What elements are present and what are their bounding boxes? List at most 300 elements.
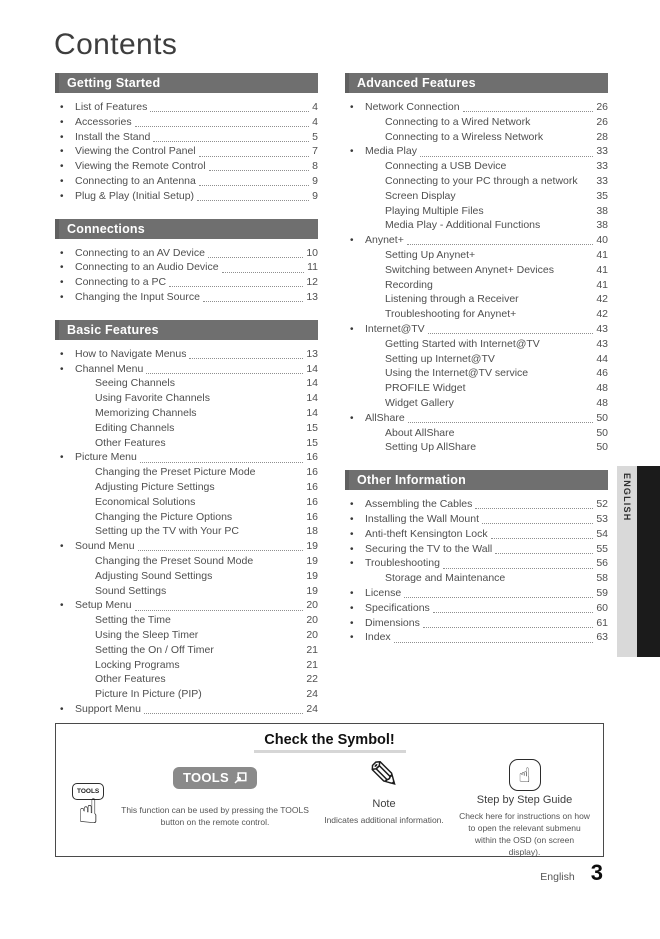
toc-entry-label: Troubleshooting: [365, 557, 440, 570]
toc-entry: [55, 377, 318, 392]
toc-entry-label: List of Features: [75, 101, 148, 113]
section-header: Getting Started: [55, 73, 318, 93]
toc-entry: [345, 367, 608, 382]
toc-entry-label: Economical Solutions: [95, 495, 196, 508]
bullet-icon: •: [350, 412, 354, 424]
toc-entry: [55, 688, 318, 703]
dot-leader: [394, 641, 594, 643]
bullet-icon: •: [60, 600, 64, 612]
toc-entry-page: 26: [596, 115, 608, 128]
toc-entry-page: 50: [596, 411, 608, 424]
dot-leader: [199, 184, 309, 186]
toc-entry: [55, 525, 318, 540]
toc-entry-label: License: [365, 586, 402, 599]
bullet-icon: •: [60, 541, 64, 553]
toc-entry: [55, 145, 318, 160]
toc-entry: [345, 249, 608, 264]
symbol-legend-box: [55, 723, 604, 857]
toc-entry-page: 50: [596, 441, 608, 454]
dot-leader: [475, 507, 593, 509]
bullet-icon: •: [350, 543, 354, 555]
press-button-icon: ☝: [509, 759, 541, 791]
toc-entry: [345, 587, 608, 602]
toc-entry-label: Using the Sleep Timer: [95, 628, 199, 641]
toc-entry: [55, 466, 318, 481]
dot-leader: [482, 522, 593, 524]
toc-entry-label: How to Navigate Menus: [75, 347, 187, 360]
toc-entry: [345, 116, 608, 131]
toc-entry-label: Changing the Preset Picture Mode: [95, 466, 256, 479]
symbol-box-title-underline: [254, 750, 406, 753]
bullet-icon: •: [350, 323, 354, 335]
toc-entry: [345, 101, 608, 116]
dot-leader: [208, 256, 303, 258]
toc-entry-label: Adjusting Picture Settings: [95, 480, 215, 493]
bullet-icon: •: [60, 161, 64, 173]
toc-entry: [55, 496, 318, 511]
toc-entry: [345, 353, 608, 368]
toc-entry-label: Connecting a USB Device: [385, 160, 507, 173]
dot-leader: [140, 461, 303, 463]
toc-entry-page: 42: [596, 293, 608, 306]
toc-entry-label: Playing Multiple Files: [385, 204, 484, 217]
note-label: Note: [372, 798, 396, 810]
toc-entry-page: 48: [596, 396, 608, 409]
toc-column-right: [345, 73, 608, 660]
dot-leader: [199, 155, 310, 157]
toc-entry-label: Widget Gallery: [385, 396, 454, 409]
toc-entry-label: Getting Started with Internet@TV: [385, 337, 540, 350]
dot-leader: [144, 712, 303, 714]
toc-entry: [345, 264, 608, 279]
toc-entry-page: 50: [596, 426, 608, 439]
note-symbol-column: [314, 755, 454, 859]
toc-entry: [345, 427, 608, 442]
toc-entry-page: 54: [596, 527, 608, 540]
toc-entry-label: Internet@TV: [365, 322, 425, 335]
tools-remote-key: TOOLS: [72, 783, 104, 800]
toc-entry-page: 33: [596, 145, 608, 158]
section-header: Advanced Features: [345, 73, 608, 93]
toc-entry-label: Picture Menu: [75, 451, 137, 464]
toc-entry: [55, 511, 318, 526]
toc-entry-page: 12: [306, 276, 318, 289]
toc-entry-page: 16: [306, 466, 318, 479]
dot-leader: [138, 549, 304, 551]
bullet-icon: •: [350, 235, 354, 247]
toc-entry: [55, 614, 318, 629]
toc-entry: [345, 323, 608, 338]
toc-entry: [55, 644, 318, 659]
toc-entry-label: Specifications: [365, 601, 430, 614]
dot-leader: [197, 199, 309, 201]
toc-entry-label: Troubleshooting for Anynet+: [385, 308, 517, 321]
toc-entry-page: 28: [596, 130, 608, 143]
toc-entry-page: 40: [596, 234, 608, 247]
toc-entry-page: 16: [306, 451, 318, 464]
dot-leader: [150, 110, 309, 112]
toc-entry-page: 16: [306, 510, 318, 523]
toc-entry: [55, 585, 318, 600]
bullet-icon: •: [350, 102, 354, 113]
bullet-icon: •: [60, 452, 64, 464]
pencil-icon: ✎: [368, 755, 400, 797]
toc-entry-label: Network Connection: [365, 101, 460, 113]
footer-page-number: 3: [590, 860, 603, 885]
toc-entry: [345, 528, 608, 543]
toc-entry-page: 14: [306, 406, 318, 419]
section-header: Basic Features: [55, 320, 318, 340]
dot-leader: [153, 140, 309, 142]
toc-entry-page: 14: [306, 377, 318, 390]
bullet-icon: •: [60, 363, 64, 375]
toc-entry-page: 59: [596, 586, 608, 599]
toc-entry-page: 53: [596, 512, 608, 525]
toc-entry: [345, 219, 608, 234]
toc-entry-page: 38: [596, 219, 608, 232]
tools-badge: [173, 767, 257, 789]
dot-leader: [189, 357, 303, 359]
toc-entry-label: Anynet+: [365, 234, 404, 247]
toc-entry-label: Channel Menu: [75, 362, 144, 375]
toc-entry: [345, 631, 608, 646]
section-header: Connections: [55, 219, 318, 239]
toc-entry-page: 4: [312, 115, 318, 128]
toc-entry-label: Locking Programs: [95, 658, 180, 671]
symbol-box-title: Check the Symbol!: [264, 732, 395, 748]
toc-entry-page: 15: [306, 436, 318, 449]
tools-description: This function can be used by pressing the TOOLS button on the remote control.: [121, 805, 309, 827]
toc-entry: [55, 190, 318, 205]
toc-entry: [55, 599, 318, 614]
toc-entry-label: Viewing the Remote Control: [75, 160, 206, 173]
toc-entry-page: 4: [312, 101, 318, 113]
dot-leader: [146, 372, 303, 374]
toc-entry-label: Installing the Wall Mount: [365, 512, 479, 525]
toc-entry-label: Screen Display: [385, 189, 456, 202]
toc-entry: [345, 572, 608, 587]
toc-entry-label: Securing the TV to the Wall: [365, 542, 493, 555]
guide-description: Check here for instructions on how to open the relevant submenu within the OSD (on screen display).: [459, 811, 590, 857]
open-submenu-icon: [234, 772, 247, 784]
section-header: Other Information: [345, 470, 608, 490]
toc-entry: [55, 392, 318, 407]
toc-entry-page: 52: [596, 498, 608, 511]
toc-entry: [345, 617, 608, 632]
toc-entry: [55, 437, 318, 452]
toc-entry: [55, 247, 318, 262]
side-tab-gray-band: [617, 466, 637, 657]
toc-section: [55, 73, 318, 205]
toc-entry-label: Plug & Play (Initial Setup): [75, 189, 195, 202]
toc-entry: [345, 160, 608, 175]
toc-entry-page: 43: [596, 337, 608, 350]
bullet-icon: •: [60, 116, 64, 128]
dot-leader: [420, 155, 593, 157]
toc-entry-page: 26: [596, 101, 608, 113]
pointing-hand-icon: ☝: [78, 793, 99, 831]
toc-entry-page: 10: [306, 246, 318, 259]
toc-entry-label: Setting the Time: [95, 614, 171, 627]
toc-entry-label: Anti-theft Kensington Lock: [365, 527, 488, 540]
toc-entry-label: Connecting to a Wired Network: [385, 115, 531, 128]
toc-entry-page: 41: [596, 278, 608, 291]
bullet-icon: •: [350, 602, 354, 614]
bullet-icon: •: [60, 703, 64, 715]
toc-entry-page: 24: [306, 702, 318, 715]
toc-entry-page: 63: [596, 631, 608, 644]
toc-entry-label: Dimensions: [365, 616, 420, 629]
toc-entry-label: Accessories: [75, 115, 132, 128]
toc-entry-page: 19: [306, 584, 318, 597]
toc-entry-label: Using the Internet@TV service: [385, 367, 529, 380]
toc-entry-page: 20: [306, 599, 318, 612]
toc-entry: [345, 190, 608, 205]
toc-entry-page: 14: [306, 392, 318, 405]
toc-entry: [55, 116, 318, 131]
dot-leader: [404, 596, 593, 598]
toc-entry-page: 13: [306, 290, 318, 303]
toc-entry: [55, 175, 318, 190]
toc-entry-label: Connecting to a PC: [75, 276, 167, 289]
toc-entry-page: 21: [306, 658, 318, 671]
toc-entry: [345, 382, 608, 397]
toc-entry-label: Setup Menu: [75, 599, 132, 612]
dot-leader: [433, 611, 594, 613]
toc-entry: [55, 422, 318, 437]
toc-entry-page: 7: [312, 145, 318, 158]
guide-symbol-column: [454, 755, 595, 859]
toc-entry-page: 19: [306, 540, 318, 553]
toc-entry: [345, 543, 608, 558]
toc-entry-label: Setting Up AllShare: [385, 441, 477, 454]
toc-section: [345, 73, 608, 456]
toc-entry-label: Switching between Anynet+ Devices: [385, 263, 554, 276]
toc-entry-label: Using Favorite Channels: [95, 392, 210, 405]
toc-entry-page: 5: [312, 130, 318, 143]
toc-entry: [345, 279, 608, 294]
dot-leader: [443, 567, 593, 569]
toc-entry: [55, 363, 318, 378]
toc-entry: [55, 540, 318, 555]
side-tab-label: ENGLISH: [622, 473, 632, 522]
toc-entry: [345, 498, 608, 513]
toc-entry: [55, 348, 318, 363]
toc-entry: [345, 412, 608, 427]
toc-entry: [55, 673, 318, 688]
dot-leader: [495, 552, 593, 554]
toc-entry-label: Connecting to an Antenna: [75, 174, 196, 187]
toc-entry: [55, 703, 318, 718]
toc-entry-label: Media Play: [365, 145, 417, 158]
bullet-icon: •: [350, 558, 354, 570]
bullet-icon: •: [60, 146, 64, 158]
toc-entry-page: 48: [596, 382, 608, 395]
toc-entry-page: 60: [596, 601, 608, 614]
bullet-icon: •: [60, 247, 64, 259]
toc-entry-page: 8: [312, 160, 318, 173]
bullet-icon: •: [350, 617, 354, 629]
toc-entry: [55, 555, 318, 570]
bullet-icon: •: [60, 348, 64, 360]
side-tab-black-band: [637, 466, 660, 657]
bullet-icon: •: [60, 291, 64, 303]
toc-entry-page: 44: [596, 352, 608, 365]
toc-entry-label: Install the Stand: [75, 130, 151, 143]
toc-entry-page: 42: [596, 308, 608, 321]
toc-entry-label: Adjusting Sound Settings: [95, 569, 213, 582]
toc-entry: [55, 131, 318, 146]
toc-entry-page: 13: [306, 347, 318, 360]
toc-entry-label: Setting Up Anynet+: [385, 248, 476, 261]
toc-entry-label: About AllShare: [385, 426, 455, 439]
toc-entry-page: 20: [306, 628, 318, 641]
toc-entry-page: 38: [596, 204, 608, 217]
toc-entry: [55, 160, 318, 175]
toc-entry-label: Changing the Picture Options: [95, 510, 233, 523]
toc-section: [55, 320, 318, 718]
tools-symbol-column: [64, 755, 314, 859]
dot-leader: [408, 421, 594, 423]
toc-entry-label: Connecting to an AV Device: [75, 246, 205, 259]
toc-entry: [345, 293, 608, 308]
toc-entry-label: Connecting to an Audio Device: [75, 261, 219, 274]
toc-section: [345, 470, 608, 646]
toc-entry: [345, 131, 608, 146]
toc-entry-label: Memorizing Channels: [95, 406, 197, 419]
toc-entry-label: Media Play - Additional Functions: [385, 219, 541, 232]
note-description: Indicates additional information.: [324, 815, 444, 825]
dot-leader: [407, 243, 593, 245]
toc-entry: [345, 145, 608, 160]
dot-leader: [135, 609, 304, 611]
toc-entry: [55, 629, 318, 644]
toc-entry: [55, 291, 318, 306]
bullet-icon: •: [60, 131, 64, 143]
toc-entry-page: 11: [307, 261, 318, 274]
toc-entry-label: Assembling the Cables: [365, 498, 473, 511]
toc-entry-label: Listening through a Receiver: [385, 293, 519, 306]
toc-entry-label: Setting the On / Off Timer: [95, 643, 214, 656]
toc-entry-label: Sound Menu: [75, 540, 135, 553]
bullet-icon: •: [60, 190, 64, 202]
toc-entry: [55, 407, 318, 422]
toc-entry-page: 16: [306, 495, 318, 508]
toc-entry: [55, 101, 318, 116]
toc-entry-page: 58: [596, 572, 608, 585]
toc-entry: [55, 570, 318, 585]
toc-entry: [55, 659, 318, 674]
bullet-icon: •: [350, 513, 354, 525]
hand-pressing-tools-button-icon: [68, 783, 122, 855]
toc-entry: [345, 441, 608, 456]
toc-entry-label: PROFILE Widget: [385, 382, 466, 395]
toc-entry-page: 61: [596, 616, 608, 629]
bullet-icon: •: [350, 499, 354, 511]
toc-entry: [55, 481, 318, 496]
dot-leader: [222, 271, 304, 273]
toc-entry: [345, 234, 608, 249]
toc-entry-page: 33: [596, 160, 608, 173]
toc-entry-page: 41: [596, 263, 608, 276]
toc-entry-label: AllShare: [365, 411, 405, 424]
toc-entry: [55, 451, 318, 466]
toc-entry: [345, 513, 608, 528]
bullet-icon: •: [60, 102, 64, 113]
bullet-icon: •: [350, 587, 354, 599]
bullet-icon: •: [60, 277, 64, 289]
toc-entry-page: 9: [312, 189, 318, 202]
toc-entry-page: 33: [596, 174, 608, 187]
toc-entry-label: Viewing the Control Panel: [75, 145, 196, 158]
toc-entry-label: Editing Channels: [95, 421, 175, 434]
dot-leader: [428, 332, 594, 334]
dot-leader: [423, 626, 593, 628]
bullet-icon: •: [60, 262, 64, 274]
toc-entry: [345, 338, 608, 353]
toc-entry-label: Setting up Internet@TV: [385, 352, 495, 365]
toc-entry-label: Other Features: [95, 673, 166, 686]
bullet-icon: •: [60, 175, 64, 187]
toc-entry-page: 20: [306, 614, 318, 627]
toc-entry-label: Storage and Maintenance: [385, 572, 506, 585]
guide-label: Step by Step Guide: [476, 794, 573, 806]
toc-entry-page: 35: [596, 189, 608, 202]
toc-entry: [55, 276, 318, 291]
page-footer: [540, 860, 603, 886]
dot-leader: [463, 110, 594, 112]
toc-entry-label: Connecting to a Wireless Network: [385, 130, 544, 143]
dot-leader: [209, 169, 310, 171]
toc-entry: [345, 602, 608, 617]
toc-entry-page: 18: [306, 525, 318, 538]
toc-entry-page: 16: [306, 480, 318, 493]
toc-entry-page: 19: [306, 569, 318, 582]
bullet-icon: •: [350, 528, 354, 540]
language-side-tab: [617, 466, 660, 657]
tools-badge-label: TOOLS: [182, 770, 230, 785]
bullet-icon: •: [350, 146, 354, 158]
toc-entry: [345, 308, 608, 323]
dot-leader: [491, 537, 594, 539]
toc-entry-label: Picture In Picture (PIP): [95, 688, 202, 701]
toc-entry: [345, 205, 608, 220]
toc-entry: [345, 397, 608, 412]
footer-language-label: English: [540, 871, 575, 883]
toc-entry-label: Support Menu: [75, 702, 141, 715]
toc-entry-label: Other Features: [95, 436, 166, 449]
toc-entry-page: 56: [596, 557, 608, 570]
toc-column-left: [55, 73, 318, 732]
toc-entry: [55, 261, 318, 276]
dot-leader: [169, 285, 303, 287]
toc-entry-label: Connecting to your PC through a network: [385, 174, 578, 187]
toc-entry-page: 9: [312, 174, 318, 187]
toc-entry-page: 55: [596, 542, 608, 555]
toc-entry-page: 19: [306, 554, 318, 567]
bullet-icon: •: [350, 632, 354, 644]
toc-entry-label: Setting up the TV with Your PC: [95, 525, 239, 538]
toc-entry-page: 22: [306, 673, 318, 686]
toc-entry-label: Recording: [385, 278, 433, 291]
toc-section: [55, 219, 318, 306]
toc-entry-label: Sound Settings: [95, 584, 167, 597]
toc-entry-page: 43: [596, 322, 608, 335]
toc-entry-label: Index: [365, 631, 391, 644]
toc-entry-page: 46: [596, 367, 608, 380]
toc-entry-page: 21: [306, 643, 318, 656]
toc-entry-label: Seeing Channels: [95, 377, 175, 390]
